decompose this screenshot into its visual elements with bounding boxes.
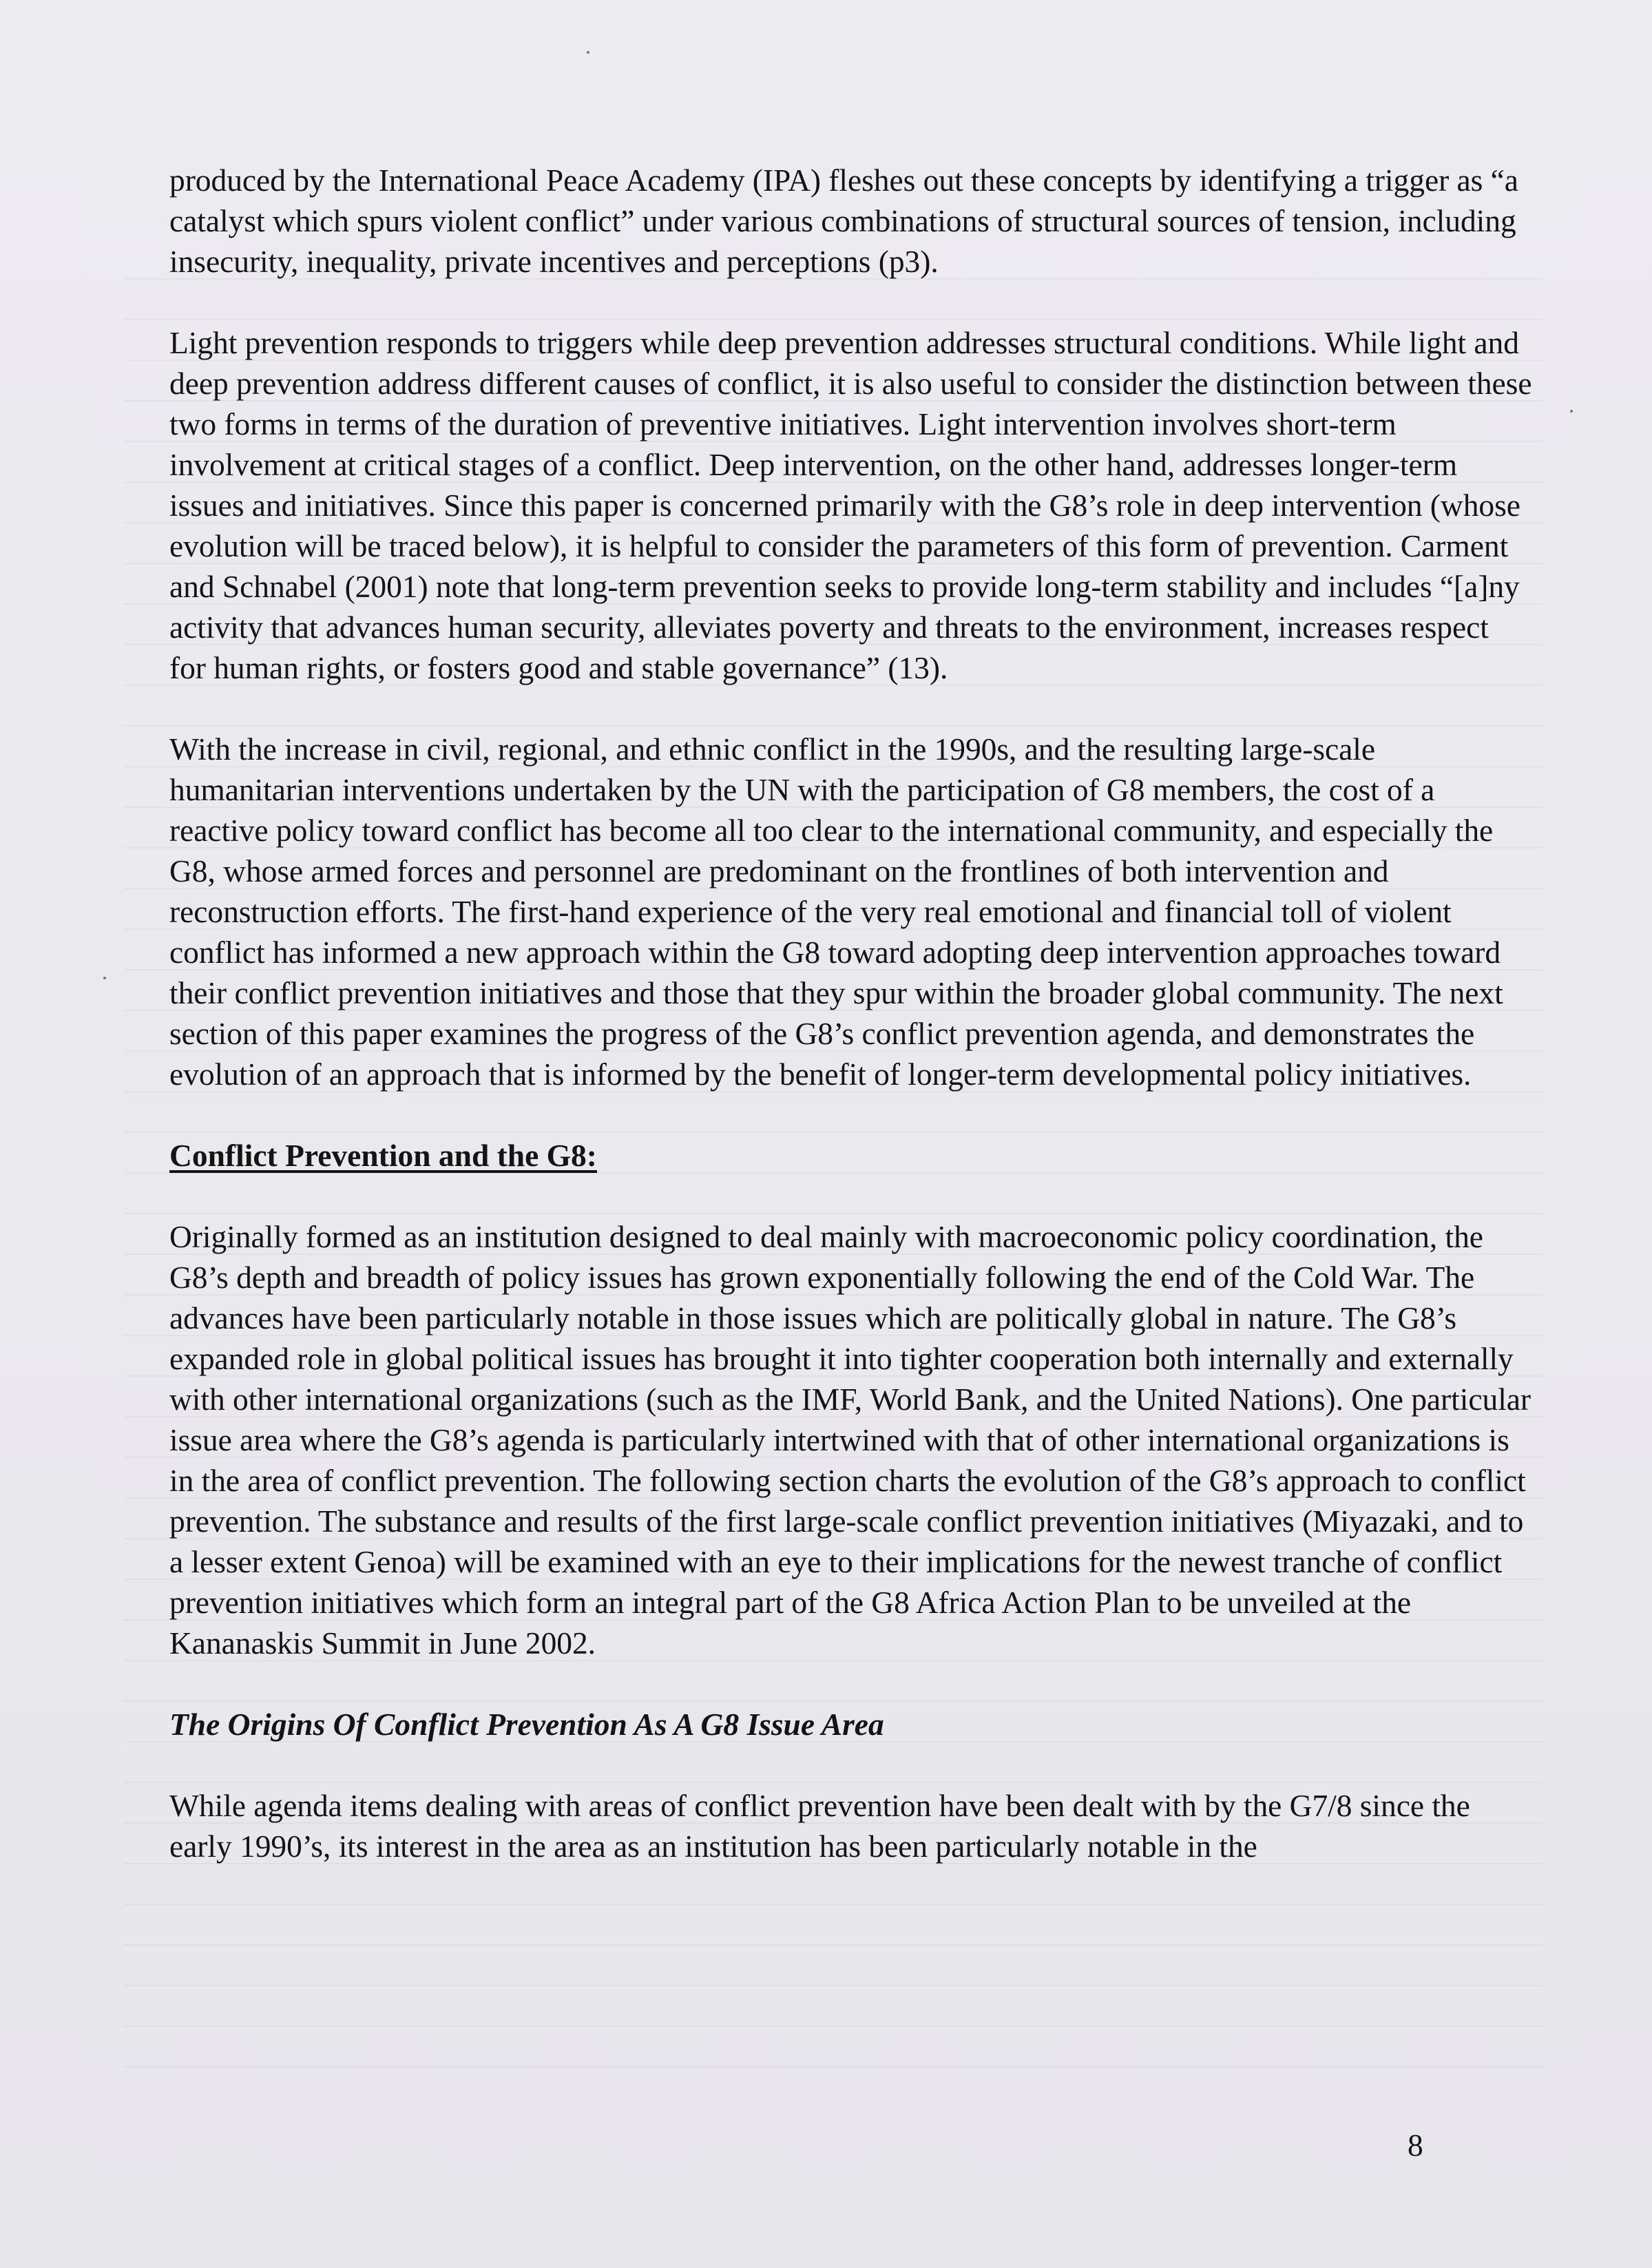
paper-speck bbox=[587, 51, 589, 54]
paper-speck bbox=[1570, 410, 1573, 413]
document-body bbox=[169, 160, 1533, 1866]
paragraph-reactive-policy-cost: With the increase in civil, regional, and ethnic conflict in the 1990s, and the resulting large-scale humanitarian interventions undertaken by the UN with the participation of G8 members, the cost of a reactive policy toward conflict has become all too clear to the international community, and especially the G8, whose armed forces and personnel are predominant on the frontlines of both intervention and reconstruction efforts. The first-hand experience of the very real emotional and financial toll of violent conflict has informed a new approach within the G8 toward adopting deep intervention approaches toward their conflict prevention initiatives and those that they spur within the broader global community. The next section of this paper examines the progress of the G8’s conflict prevention agenda, and demonstrates the evolution of an approach that is informed by the benefit of longer-term developmental policy initiatives. bbox=[169, 731, 1503, 1092]
paragraph-g8-origins: Originally formed as an institution designed to deal mainly with macroeconomic policy coordination, the G8’s depth and breadth of policy issues has grown exponentially following the end of the Cold War. The advances have been particularly notable in those issues which are politically global in nature. The G8’s expanded role in global political issues has brought it into tighter cooperation both internally and externally with other international organizations (such as the IMF, World Bank, and the United Nations). One particular issue area where the G8’s agenda is particularly intertwined with that of other international organizations is in the area of conflict prevention. The following section charts the evolution of the G8’s approach to conflict prevention. The substance and results of the first large-scale conflict prevention initiatives (Miyazaki, and to a lesser extent Genoa) will be examined with an eye to their implications for the newest tranche of conflict prevention initiatives which form an integral part of the G8 Africa Action Plan to be unveiled at the Kananaskis Summit in June 2002. bbox=[169, 1219, 1531, 1661]
subsection-heading: The Origins Of Conflict Prevention As A G8 Issue Area bbox=[169, 1707, 884, 1742]
paper-speck bbox=[103, 977, 106, 979]
page-number: 8 bbox=[1408, 2127, 1423, 2163]
paragraph-light-deep-prevention: Light prevention responds to triggers while deep prevention addresses structural conditions. While light and deep prevention address different causes of conflict, it is also useful to consider the distinction between these two forms in terms of the duration of preventive initiatives. Light intervention involves short-term involvement at critical stages of a conflict. Deep intervention, on the other hand, addresses longer-term issues and initiatives. Since this paper is concerned primarily with the G8’s role in deep intervention (whose evolution will be traced below), it is helpful to consider the parameters of this form of prevention. Carment and Schnabel (2001) note that long-term prevention seeks to provide long-term stability and includes “[a]ny activity that advances human security, alleviates poverty and threats to the environment, increases respect for human rights, or fosters good and stable governance” (13). bbox=[169, 325, 1532, 685]
section-heading: Conflict Prevention and the G8: bbox=[169, 1138, 597, 1173]
paragraph-ipa-triggers: produced by the International Peace Academy (IPA) fleshes out these concepts by identifying a trigger as “a catalyst which spurs violent conflict” under various combinations of structural sources of tension, including insecurity, inequality, private incentives and perceptions (p3). bbox=[169, 163, 1518, 279]
paragraph-agenda-items: While agenda items dealing with areas of conflict prevention have been dealt with by the G7/8 since the early 1990’s, its interest in the area as an institution has been particularly notable in the bbox=[169, 1788, 1470, 1864]
